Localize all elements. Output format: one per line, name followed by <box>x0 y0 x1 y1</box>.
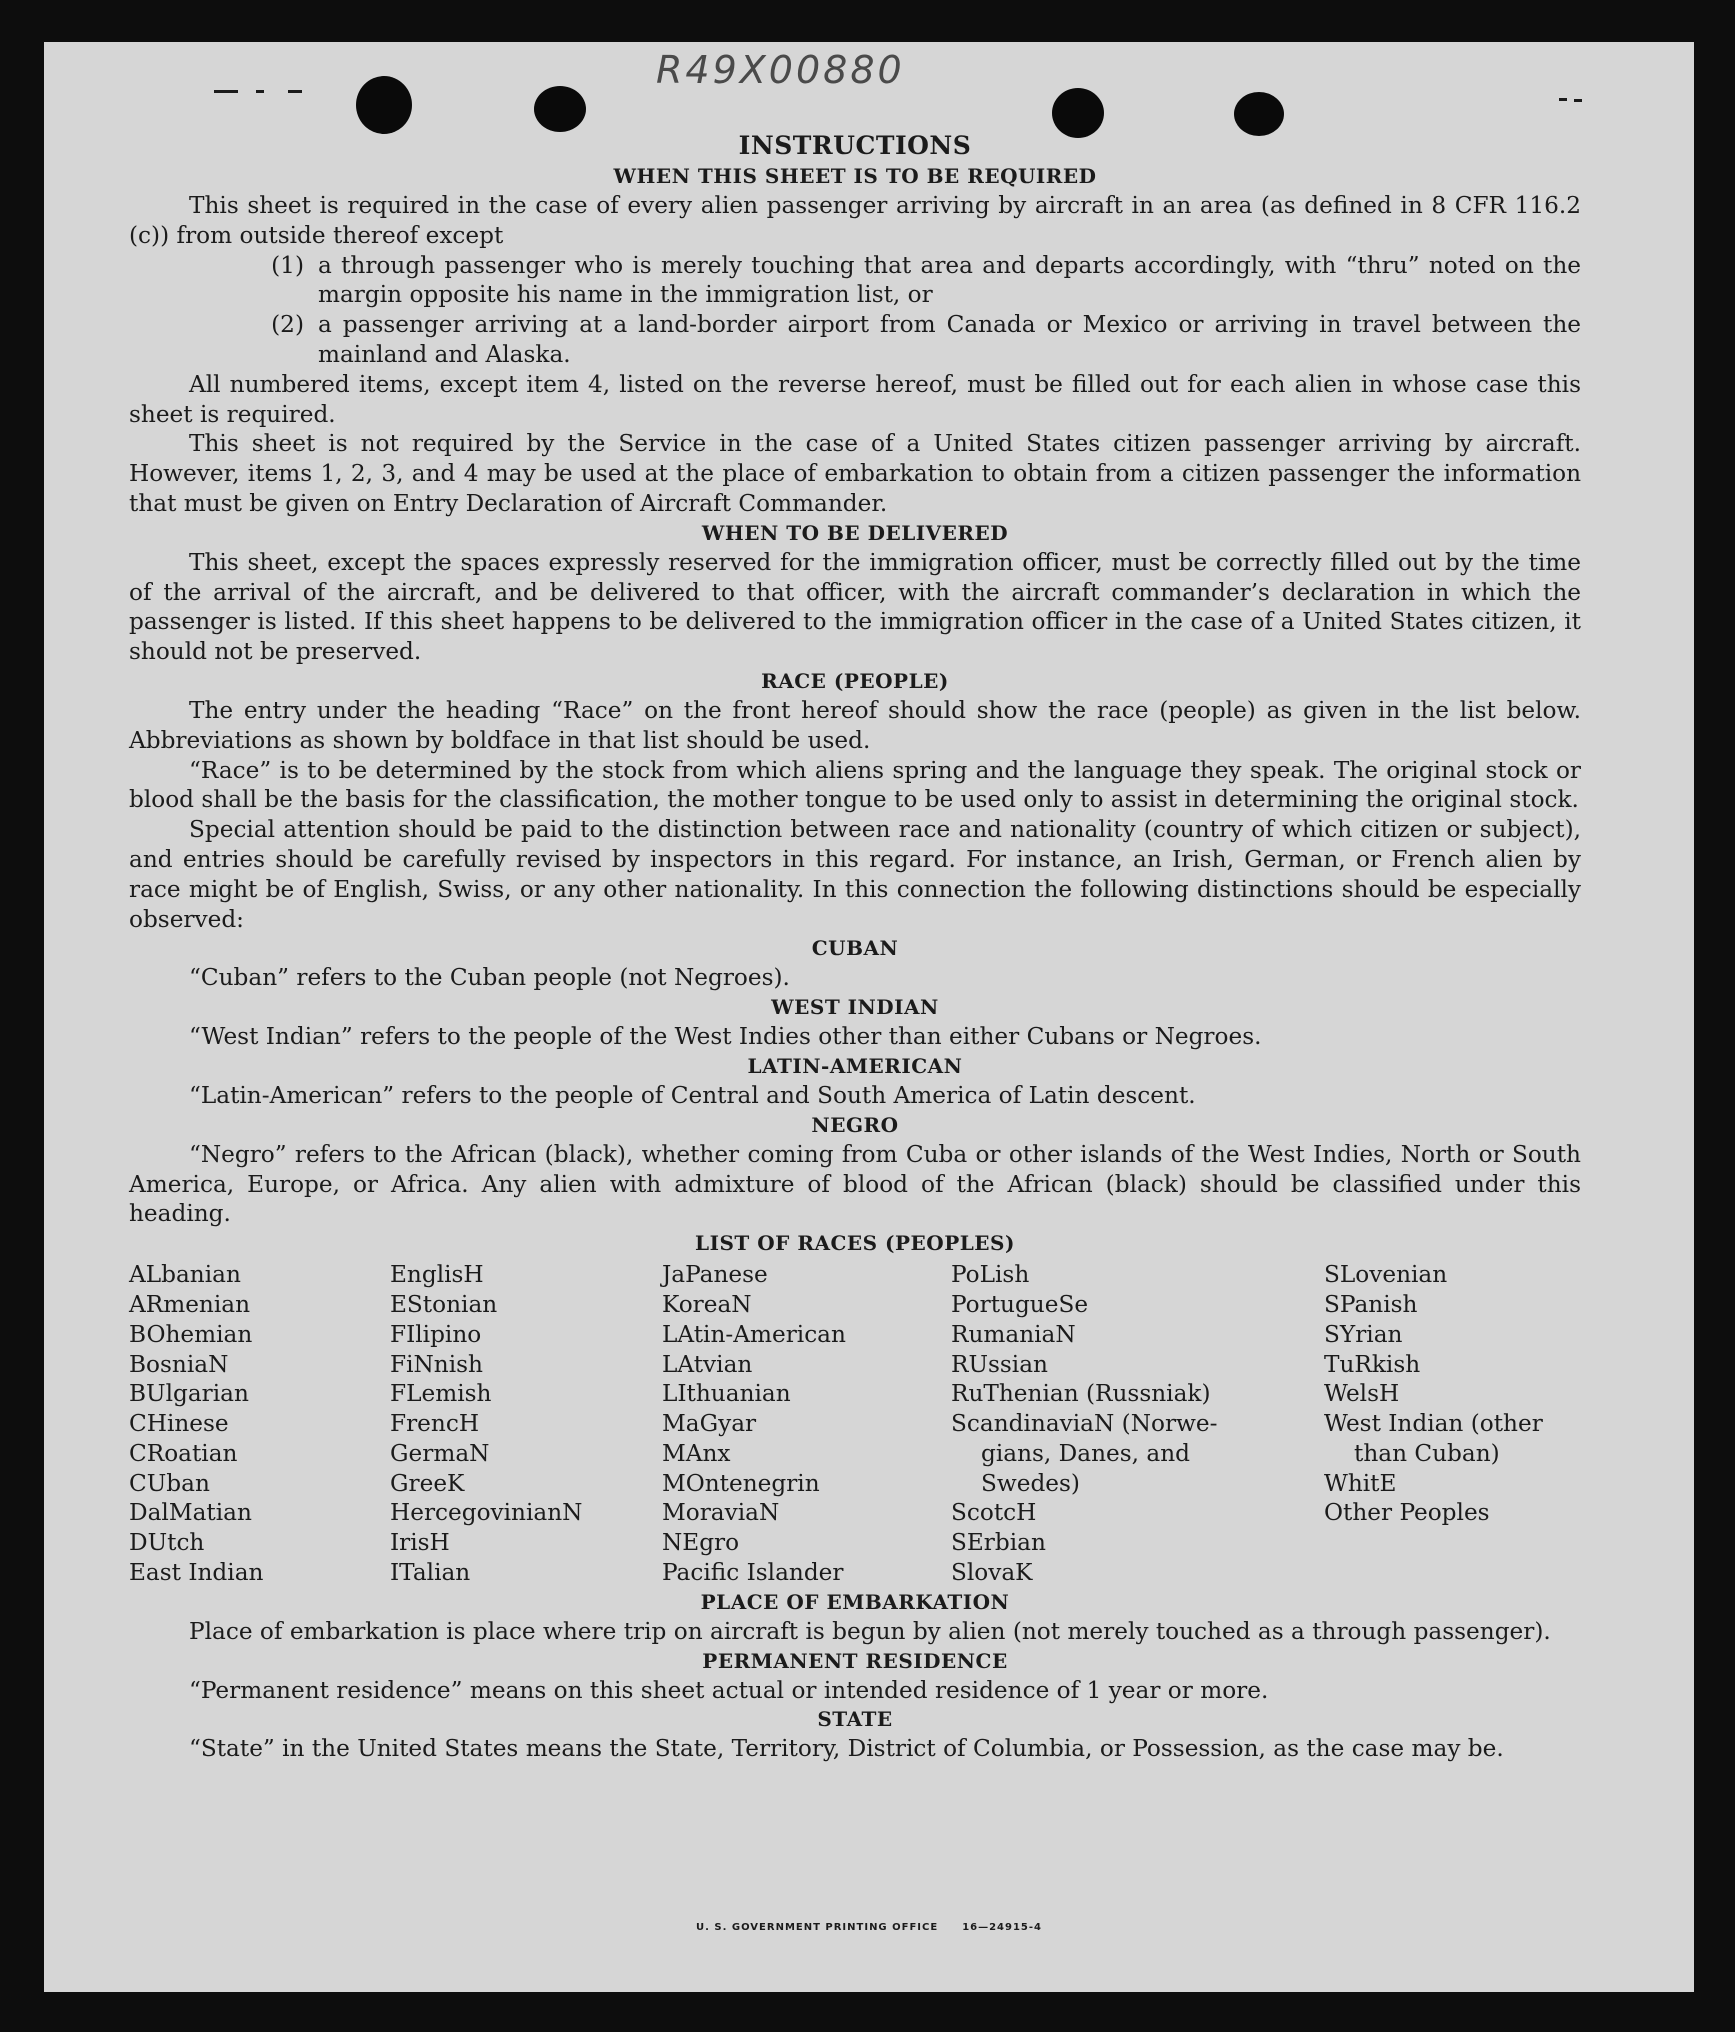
race-entry: BOhemian <box>129 1320 253 1348</box>
race-entry: SPanish <box>1324 1290 1418 1318</box>
race-entry: SlovaK <box>951 1559 1033 1587</box>
race-entry: KoreaN <box>662 1290 752 1318</box>
race-entry: IrisH <box>390 1529 450 1557</box>
paragraph: The entry under the heading “Race” on the front hereof should show the race (people) as given in the list below. Abbreviations as shown by boldface in that list should be used. <box>129 696 1581 754</box>
page-title: INSTRUCTIONS <box>738 131 972 160</box>
instructions-content <box>129 130 1581 1764</box>
paragraph: Place of embarkation is place where trip on aircraft is begun by alien (not merely touched as a through passenger). <box>189 1617 1551 1645</box>
punch-hole <box>534 86 586 132</box>
race-list <box>129 1260 1581 1588</box>
definition-heading: WEST INDIAN <box>771 995 939 1020</box>
race-entry: DalMatian <box>129 1499 252 1527</box>
race-entry: MOntenegrin <box>662 1469 820 1497</box>
paragraph: All numbered items, except item 4, listed on the reverse hereof, must be filled out for each alien in whose case this sheet is required. <box>129 370 1581 428</box>
definition-heading: LATIN-AMERICAN <box>747 1053 963 1078</box>
section-heading: PLACE OF EMBARKATION <box>700 1589 1010 1614</box>
paragraph: Special attention should be paid to the distinction between race and nationality (country of which citizen or subject), and entries should be carefully revised by inspectors in this regard. For instance, an Irish, German, or French alien by race might be of English, Swiss, or any other nationality. In this connection the following distinctions should be especially observed: <box>129 816 1581 933</box>
definition-heading: NEGRO <box>811 1112 899 1137</box>
race-entry: NEgro <box>662 1529 740 1557</box>
list-heading: LIST OF RACES (PEOPLES) <box>695 1231 1015 1256</box>
item-number: (1) <box>271 251 304 279</box>
punch-hole <box>356 76 412 134</box>
race-entry: WelsH <box>1324 1380 1400 1408</box>
race-entry: RUssian <box>951 1350 1048 1378</box>
form-code: 16—24915-4 <box>962 1922 1043 1933</box>
definition-heading: CUBAN <box>811 936 899 961</box>
specks <box>256 90 264 93</box>
section-heading: WHEN THIS SHEET IS TO BE REQUIRED <box>613 164 1097 188</box>
race-entry: FLemish <box>390 1380 492 1408</box>
race-entry: ARmenian <box>129 1290 251 1318</box>
race-entry: MaGyar <box>662 1410 757 1438</box>
race-entry: GermaN <box>390 1439 490 1467</box>
definition-text: “Cuban” refers to the Cuban people (not Negroes). <box>189 964 790 992</box>
race-entry: CHinese <box>129 1410 229 1438</box>
race-entry: ScandinaviaN (Norwe- <box>951 1410 1218 1438</box>
race-entry: FIlipino <box>390 1320 482 1348</box>
printer-footer <box>44 1922 1694 1933</box>
race-entry: MAnx <box>662 1439 731 1467</box>
specks <box>1574 99 1582 102</box>
race-entry: BUlgarian <box>129 1380 249 1408</box>
paragraph: “Race” is to be determined by the stock from which aliens spring and the language they speak. The original stock or blood shall be the basis for the classification, the mother tongue to be used only to assist in determining the original stock. <box>129 756 1581 814</box>
race-entry: RumaniaN <box>951 1320 1076 1348</box>
race-entry: East Indian <box>129 1559 264 1587</box>
document-sheet <box>44 42 1694 1992</box>
race-column <box>662 1260 951 1588</box>
item-number: (2) <box>271 311 304 339</box>
definition-text: “West Indian” refers to the people of the West Indies other than either Cubans or Negroes. <box>189 1023 1262 1051</box>
race-entry: FrencH <box>390 1410 480 1438</box>
list-item <box>129 310 1581 370</box>
race-entry: GreeK <box>390 1469 465 1497</box>
race-entry: West Indian (other <box>1324 1410 1543 1438</box>
race-entry: WhitE <box>1324 1469 1397 1497</box>
printer-name: U. S. GOVERNMENT PRINTING OFFICE <box>695 1922 939 1933</box>
race-entry: TuRkish <box>1324 1350 1421 1378</box>
race-entry: ALbanian <box>129 1261 241 1289</box>
section-heading: RACE (PEOPLE) <box>761 668 949 693</box>
section-heading: STATE <box>817 1707 893 1732</box>
paragraph: “State” in the United States means the State, Territory, District of Columbia, or Possession, as the case may be. <box>189 1735 1504 1763</box>
race-entry: LAtvian <box>662 1350 753 1378</box>
race-entry-continued: than Cuban) <box>1354 1439 1500 1467</box>
race-entry: CRoatian <box>129 1439 238 1467</box>
item-text: a passenger arriving at a land-border airport from Canada or Mexico or arriving in travel between the mainland and Alaska. <box>318 311 1581 368</box>
list-item <box>129 251 1581 311</box>
race-entry: SLovenian <box>1324 1261 1448 1289</box>
race-entry: CUban <box>129 1469 210 1497</box>
race-entry: HercegovinianN <box>390 1499 583 1527</box>
race-entry: LIthuanian <box>662 1380 791 1408</box>
item-text: a through passenger who is merely touching that area and departs accordingly, with “thru” noted on the margin opposite his name in the immigration list, or <box>318 251 1581 309</box>
race-column <box>129 1260 390 1588</box>
race-entry: ScotcH <box>951 1499 1037 1527</box>
race-entry: BosniaN <box>129 1350 229 1378</box>
paragraph: This sheet is required in the case of every alien passenger arriving by aircraft in an area (as defined in 8 CFR 116.2 (c)) from outside thereof except <box>129 192 1581 249</box>
race-entry-continued: Swedes) <box>981 1469 1080 1497</box>
race-entry: PortugueSe <box>951 1290 1089 1318</box>
paragraph: “Permanent residence” means on this sheet actual or intended residence of 1 year or more. <box>189 1676 1269 1704</box>
race-entry: SErbian <box>951 1529 1046 1557</box>
race-entry: EStonian <box>390 1290 498 1318</box>
paragraph: This sheet is not required by the Service in the case of a United States citizen passenger arriving by aircraft. However, items 1, 2, 3, and 4 may be used at the place of embarkation to obtain from a citizen passenger the information that must be given on Entry Declaration of Aircraft Commander. <box>129 430 1581 517</box>
specks <box>214 90 238 93</box>
race-column <box>390 1260 662 1588</box>
specks <box>288 90 302 93</box>
handwritten-reference: R49X00880 <box>656 48 905 92</box>
section-heading: WHEN TO BE DELIVERED <box>701 520 1009 545</box>
race-entry: JaPanese <box>662 1261 768 1289</box>
race-column <box>1324 1260 1581 1588</box>
race-entry: LAtin-American <box>662 1320 846 1348</box>
race-entry: EnglisH <box>390 1261 484 1289</box>
race-entry: FiNnish <box>390 1350 483 1378</box>
race-entry: DUtch <box>129 1529 205 1557</box>
race-entry-continued: gians, Danes, and <box>981 1439 1190 1467</box>
race-column <box>951 1260 1324 1588</box>
race-entry: PoLish <box>951 1261 1030 1289</box>
race-entry: Other Peoples <box>1324 1499 1490 1527</box>
definition-text: “Negro” refers to the African (black), whether coming from Cuba or other islands of the West Indies, North or South America, Europe, or Africa. Any alien with admixture of blood of the African (black) should be classified under this heading. <box>129 1140 1581 1228</box>
definition-text: “Latin-American” refers to the people of Central and South America of Latin descent. <box>189 1081 1196 1109</box>
paragraph: This sheet, except the spaces expressly reserved for the immigration officer, must be correctly filled out by the time of the arrival of the aircraft, and be delivered to that officer, with the aircraft commander’s declaration in which the passenger is listed. If this sheet happens to be delivered to the immigration officer in the case of a United States citizen, it should not be preserved. <box>129 548 1581 666</box>
specks <box>1559 98 1567 101</box>
race-entry: ITalian <box>390 1559 471 1587</box>
section-heading: PERMANENT RESIDENCE <box>702 1648 1008 1673</box>
race-entry: RuThenian (Russniak) <box>951 1380 1211 1408</box>
race-entry: Pacific Islander <box>662 1559 844 1587</box>
race-entry: SYrian <box>1324 1320 1403 1348</box>
race-entry: MoraviaN <box>662 1499 780 1527</box>
